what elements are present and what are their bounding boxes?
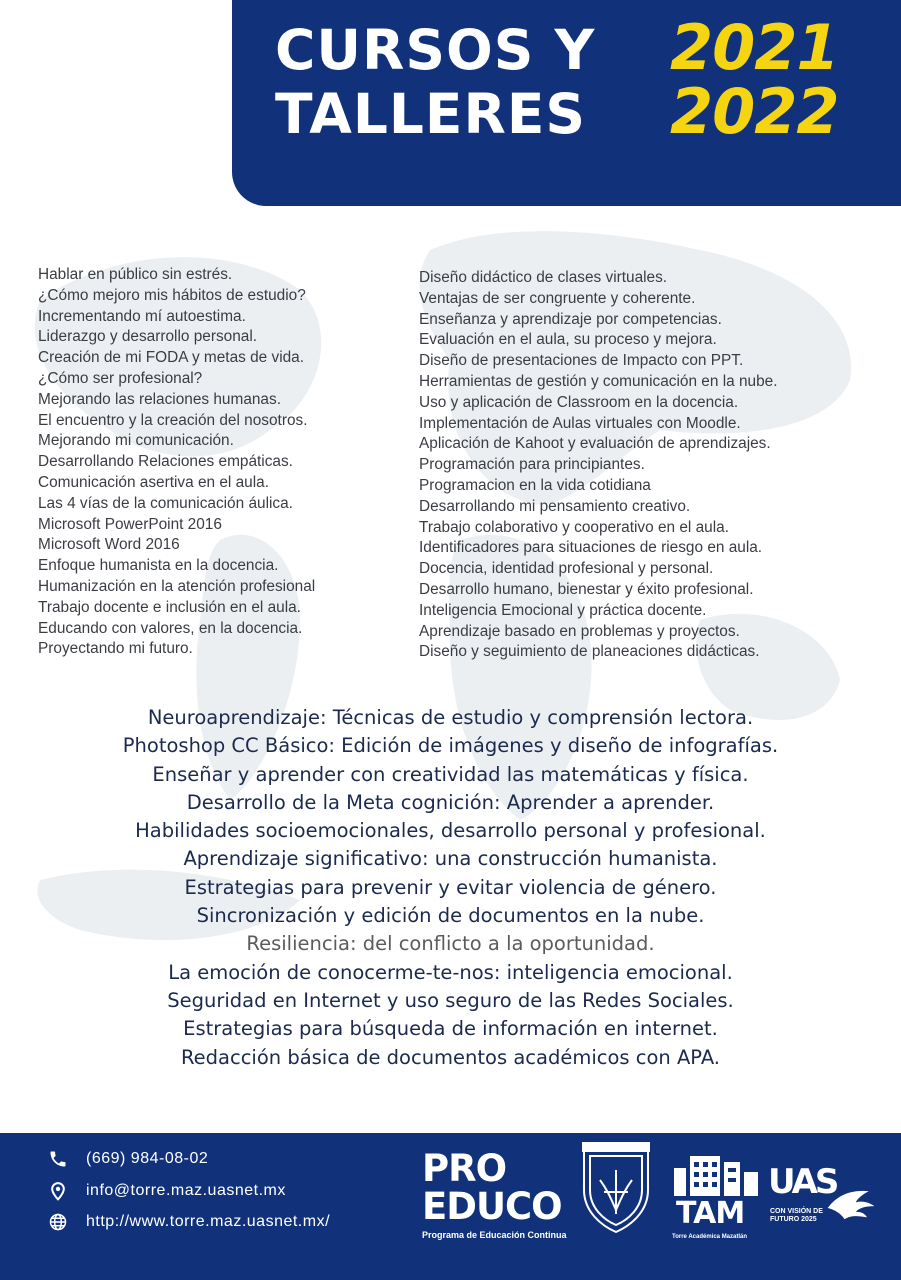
list-item: Trabajo docente e inclusión en el aula. [38, 598, 301, 616]
list-item: Implementación de Aulas virtuales con Moodle. [419, 414, 741, 432]
location-pin-icon [48, 1181, 68, 1201]
tam-logo [668, 1148, 764, 1252]
list-item: Mejorando mi comunicación. [38, 432, 234, 450]
list-item: ¿Cómo mejoro mis hábitos de estudio? [38, 286, 306, 304]
featured-item: Estrategias para prevenir y evitar violencia de género. [184, 875, 717, 899]
list-item: Diseño y seguimiento de planeaciones didácticas. [419, 643, 760, 661]
list-item: Programacion en la vida cotidiana [419, 476, 651, 494]
list-item: El encuentro y la creación del nosotros. [38, 411, 308, 429]
course-list-left [38, 265, 315, 660]
page-title [275, 18, 595, 146]
featured-item: La emoción de conocerme-te-nos: inteligencia emocional. [168, 960, 733, 984]
contact-website [48, 1212, 330, 1232]
featured-item: Enseñar y aprender con creatividad las matemáticas y física. [152, 762, 749, 786]
list-item: Desarrollo humano, bienestar y éxito profesional. [419, 580, 754, 598]
eagle-icon [824, 1180, 880, 1236]
list-item: Humanización en la atención profesional [38, 577, 316, 595]
featured-item: Photoshop CC Básico: Edición de imágenes y diseño de infografías. [122, 734, 779, 758]
uas-logo [768, 1160, 878, 1252]
list-item: Hablar en público sin estrés. [38, 266, 233, 283]
website-link[interactable]: http://www.torre.maz.uasnet.mx/ [86, 1213, 331, 1230]
tam-subtitle: Torre Académica Mazatlán [672, 1234, 748, 1240]
featured-item: Redacción básica de documentos académicos con APA. [180, 1045, 721, 1069]
featured-item: Desarrollo de la Meta cognición: Aprender a aprender. [186, 790, 715, 814]
list-item: Herramientas de gestión y comunicación en la nube. [419, 372, 778, 390]
featured-item: Aprendizaje significativo: una construcción humanista. [183, 847, 718, 871]
years-label [670, 11, 839, 148]
phone-number: (669) 984-08-02 [86, 1150, 209, 1167]
year-1: 2021 [670, 11, 839, 84]
list-item: Desarrollando mi pensamiento creativo. [419, 497, 691, 515]
list-item: Evaluación en el aula, su proceso y mejora. [419, 331, 717, 349]
list-item: ¿Cómo ser profesional? [38, 369, 203, 387]
list-item: Comunicación asertiva en el aula. [38, 473, 269, 491]
email-link[interactable]: info@torre.maz.uasnet.mx [86, 1182, 286, 1199]
list-item: Microsoft PowerPoint 2016 [38, 515, 222, 533]
list-item: Trabajo colaborativo y cooperativo en el aula. [419, 518, 729, 536]
featured-course-list [0, 704, 901, 1072]
university-crest-icon [576, 1140, 656, 1236]
featured-item: Resiliencia: del conflicto a la oportunidad. [246, 932, 655, 956]
list-item: Aprendizaje basado en problemas y proyectos. [419, 622, 740, 640]
list-item: Docencia, identidad profesional y personal. [419, 560, 714, 578]
contact-email [48, 1181, 286, 1201]
proeduco-line-1: PRO [422, 1147, 507, 1190]
featured-item: Sincronización y edición de documentos en la nube. [196, 904, 705, 928]
list-item: Programación para principiantes. [419, 456, 645, 474]
featured-item: Neuroaprendizaje: Técnicas de estudio y comprensión lectora. [147, 706, 754, 729]
list-item: Las 4 vías de la comunicación áulica. [38, 494, 293, 512]
tam-name: TAM [676, 1196, 745, 1231]
proeduco-logo [422, 1147, 567, 1240]
proeduco-subtitle: Programa de Educación Continua [422, 1230, 567, 1240]
uas-motto: CON VISIÓN DE FUTURO 2025 [770, 1208, 823, 1223]
list-item: Ventajas de ser congruente y coherente. [419, 289, 696, 307]
course-list-right [419, 268, 777, 663]
list-item: Creación de mi FODA y metas de vida. [38, 349, 305, 367]
building-icon [668, 1148, 764, 1196]
list-item: Enfoque humanista en la docencia. [38, 557, 279, 575]
proeduco-line-2: EDUCO [422, 1185, 562, 1228]
list-item: Inteligencia Emocional y práctica docente. [419, 601, 707, 619]
year-2: 2022 [670, 75, 839, 148]
uas-name: UAS [768, 1162, 837, 1202]
list-item: Diseño de presentaciones de Impacto con PPT. [419, 352, 744, 370]
list-item: Uso y aplicación de Classroom en la docencia. [419, 393, 739, 411]
contact-phone [48, 1149, 208, 1169]
list-item: Educando con valores, en la docencia. [38, 619, 303, 637]
list-item: Incrementando mí autoestima. [38, 307, 246, 325]
list-item: Microsoft Word 2016 [38, 536, 180, 554]
list-item: Desarrollando Relaciones empáticas. [38, 453, 293, 471]
title-line-1: CURSOS Y [275, 18, 596, 82]
globe-icon [48, 1212, 68, 1232]
featured-item: Habilidades socioemocionales, desarrollo personal y profesional. [135, 819, 766, 843]
list-item: Proyectando mi futuro. [38, 640, 193, 658]
phone-icon [48, 1149, 68, 1169]
list-item: Aplicación de Kahoot y evaluación de aprendizajes. [419, 435, 771, 453]
title-line-2: TALLERES [275, 82, 587, 146]
list-item: Enseñanza y aprendizaje por competencias. [419, 310, 722, 328]
list-item: Diseño didáctico de clases virtuales. [419, 269, 668, 286]
list-item: Identificadores para situaciones de riesgo en aula. [419, 539, 763, 557]
featured-item: Seguridad en Internet y uso seguro de las Redes Sociales. [167, 988, 734, 1012]
featured-item: Estrategias para búsqueda de información en internet. [183, 1017, 718, 1041]
list-item: Liderazgo y desarrollo personal. [38, 328, 258, 346]
list-item: Mejorando las relaciones humanas. [38, 390, 281, 408]
